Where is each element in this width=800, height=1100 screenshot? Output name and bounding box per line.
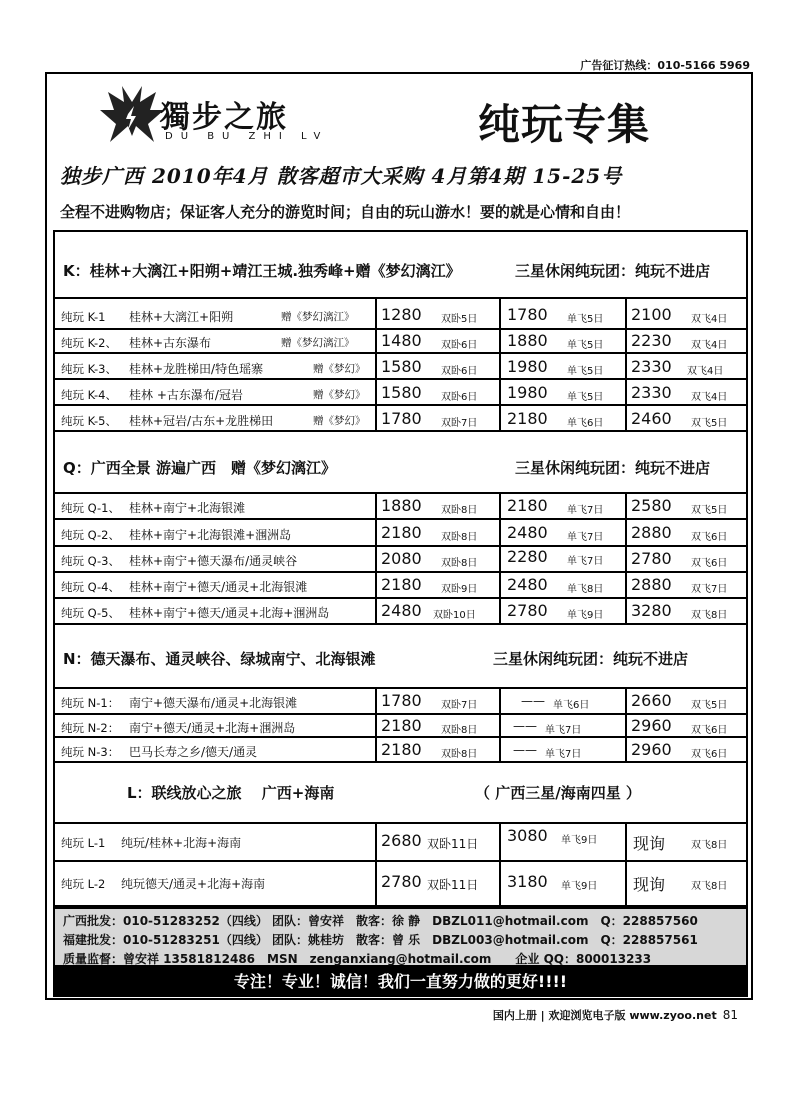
tour-route: 桂林+南宁+北海银滩 xyxy=(129,501,246,515)
ad-hotline: 广告征订热线：010-5166 5969 xyxy=(580,59,750,72)
price-sleeper: 1780 xyxy=(381,409,422,428)
price-single-fly: 2280 xyxy=(507,547,548,566)
price-single-fly: 2180 xyxy=(507,409,548,428)
section-l-tag: （ 广西三星/海南四星 ） xyxy=(475,784,641,802)
section-l-title: L：联线放心之旅 广西+海南 xyxy=(127,784,335,802)
unit-single-fly: 单飞6日 xyxy=(553,700,590,711)
page-heading: 纯玩专集 xyxy=(478,100,651,149)
price-double-fly: 2100 xyxy=(631,305,672,324)
price-sleeper: 2780 xyxy=(381,872,422,891)
tour-code: 纯玩 L-2 xyxy=(61,877,106,891)
price-sleeper: 2480 xyxy=(381,601,422,620)
tour-route: 桂林+南宁+德天瀑布/通灵峡谷 xyxy=(129,554,298,568)
unit-sleeper: 双卧7日 xyxy=(441,700,478,711)
price-single-fly: —— xyxy=(521,694,545,708)
unit-sleeper: 双卧6日 xyxy=(441,340,478,351)
unit-double-fly: 双飞5日 xyxy=(691,505,728,516)
unit-sleeper: 双卧8日 xyxy=(441,725,478,736)
price-sleeper: 1880 xyxy=(381,496,422,515)
price-double-fly: 3280 xyxy=(631,601,672,620)
tour-gift: 赠《梦幻漓江》 xyxy=(281,337,355,349)
tour-route: 纯玩德天/通灵+北海+海南 xyxy=(121,877,266,891)
unit-single-fly: 单飞7日 xyxy=(567,532,604,543)
unit-sleeper: 双卧8日 xyxy=(441,749,478,760)
unit-single-fly: 单飞5日 xyxy=(567,340,604,351)
tour-code: 纯玩 L-1 xyxy=(61,836,106,850)
footer-text: 国内上册 | 欢迎浏览电子版 www.zyoo.net xyxy=(492,1009,717,1022)
tour-gift: 赠《梦幻》 xyxy=(313,415,366,427)
price-single-fly: 1980 xyxy=(507,383,548,402)
tour-code: 纯玩 K-4、 xyxy=(61,388,117,402)
unit-sleeper: 双卧8日 xyxy=(441,532,478,543)
tour-route: 桂林+冠岩/古东+龙胜梯田 xyxy=(129,414,274,428)
price-double-fly: 2880 xyxy=(631,523,672,542)
price-sleeper: 1580 xyxy=(381,357,422,376)
tour-code: 纯玩 N-3： xyxy=(61,745,120,759)
price-sleeper: 2080 xyxy=(381,549,422,568)
price-single-fly: 3080 xyxy=(507,826,548,845)
unit-sleeper: 双卧6日 xyxy=(441,366,478,377)
price-single-fly: 2780 xyxy=(507,601,548,620)
unit-single-fly: 单飞9日 xyxy=(561,835,598,846)
contact-guangxi: 广西批发：010-51283252（四线） 团队：曾安祥 散客：徐 静 DBZL011@hotmail.com Q：228857560 xyxy=(63,914,698,928)
price-double-fly: 现询 xyxy=(633,834,666,853)
unit-double-fly: 双飞4日 xyxy=(691,314,728,325)
tour-code: 纯玩 Q-1、 xyxy=(61,501,120,515)
price-double-fly: 2230 xyxy=(631,331,672,350)
tour-route: 巴马长寿之乡/德天/通灵 xyxy=(129,745,258,759)
unit-double-fly: 双飞6日 xyxy=(691,749,728,760)
price-sleeper: 1480 xyxy=(381,331,422,350)
unit-sleeper: 双卧9日 xyxy=(441,584,478,595)
price-double-fly: 2880 xyxy=(631,575,672,594)
tour-code: 纯玩 Q-3、 xyxy=(61,554,120,568)
price-sleeper: 2180 xyxy=(381,740,422,759)
price-double-fly: 2460 xyxy=(631,409,672,428)
unit-sleeper: 双卧11日 xyxy=(427,837,479,851)
tour-gift: 赠《梦幻》 xyxy=(313,363,366,375)
tour-route: 桂林+南宁+德天/通灵+北海银滩 xyxy=(129,580,308,594)
page-number: 81 xyxy=(722,1008,738,1022)
unit-single-fly: 单飞9日 xyxy=(561,881,598,892)
price-single-fly: 1880 xyxy=(507,331,548,350)
price-single-fly: 1980 xyxy=(507,357,548,376)
tour-code: 纯玩 K-3、 xyxy=(61,362,117,376)
unit-double-fly: 双飞7日 xyxy=(691,584,728,595)
unit-sleeper: 双卧11日 xyxy=(427,878,479,892)
price-sleeper: 2180 xyxy=(381,575,422,594)
tour-code: 纯玩 Q-2、 xyxy=(61,528,120,542)
unit-double-fly: 双飞5日 xyxy=(691,418,728,429)
unit-sleeper: 双卧5日 xyxy=(441,314,478,325)
unit-double-fly: 双飞4日 xyxy=(691,392,728,403)
price-double-fly: 现询 xyxy=(633,875,666,894)
issue-subtitle: 独步广西 2010年4月 散客超市大采购 4月第4期 15-25号 xyxy=(60,164,623,188)
tour-code: 纯玩 K-1 xyxy=(61,310,106,324)
unit-single-fly: 单飞7日 xyxy=(545,749,582,760)
price-single-fly: —— xyxy=(513,719,537,733)
price-single-fly: 1780 xyxy=(507,305,548,324)
unit-single-fly: 单飞8日 xyxy=(567,584,604,595)
price-double-fly: 2960 xyxy=(631,740,672,759)
price-sleeper: 1780 xyxy=(381,691,422,710)
unit-single-fly: 单飞7日 xyxy=(567,556,604,567)
price-single-fly: 3180 xyxy=(507,872,548,891)
unit-double-fly: 双飞8日 xyxy=(691,881,728,892)
price-single-fly: 2180 xyxy=(507,496,548,515)
unit-sleeper: 双卧7日 xyxy=(441,418,478,429)
unit-double-fly: 双飞4日 xyxy=(691,340,728,351)
unit-sleeper: 双卧6日 xyxy=(441,392,478,403)
tour-gift: 赠《梦幻》 xyxy=(313,389,366,401)
price-double-fly: 2330 xyxy=(631,383,672,402)
price-double-fly: 2580 xyxy=(631,496,672,515)
tour-code: 纯玩 Q-4、 xyxy=(61,580,120,594)
contact-box xyxy=(53,907,748,967)
unit-single-fly: 单飞9日 xyxy=(567,610,604,621)
price-sleeper: 1580 xyxy=(381,383,422,402)
tour-route: 桂林+大漓江+阳朔 xyxy=(129,310,234,324)
price-double-fly: 2660 xyxy=(631,691,672,710)
section-k-title: K：桂林+大漓江+阳朔+靖江王城.独秀峰+赠《梦幻漓江》 xyxy=(63,262,461,280)
logo-name: 獨步之旅 xyxy=(160,100,288,135)
price-sleeper: 2680 xyxy=(381,831,422,850)
tour-code: 纯玩 N-2： xyxy=(61,721,120,735)
price-double-fly: 2780 xyxy=(631,549,672,568)
tour-route: 桂林+南宁+德天/通灵+北海+涠洲岛 xyxy=(129,606,330,620)
contact-fujian: 福建批发：010-51283251（四线） 团队：姚桂坊 散客：曾 乐 DBZL003@hotmail.com Q：228857561 xyxy=(63,933,698,947)
section-n-tag: 三星休闲纯玩团：纯玩不进店 xyxy=(493,650,689,668)
tagline: 全程不进购物店；保证客人充分的游览时间；自由的玩山游水！要的就是心情和自由！ xyxy=(60,203,631,221)
price-single-fly: 2480 xyxy=(507,575,548,594)
tour-code: 纯玩 N-1： xyxy=(61,696,120,710)
tour-route: 桂林 +古东瀑布/冠岩 xyxy=(129,388,243,402)
unit-double-fly: 双飞4日 xyxy=(687,366,724,377)
unit-sleeper: 双卧8日 xyxy=(441,505,478,516)
contact-quality: 质量监督：曾安祥 13581812486 MSN zenganxiang@hotmail.com 企业 QQ：800013233 xyxy=(63,952,652,966)
tour-route: 桂林+南宁+北海银滩+涠洲岛 xyxy=(129,528,292,542)
unit-single-fly: 单飞6日 xyxy=(567,418,604,429)
price-table xyxy=(53,230,748,907)
logo-subtitle: DU BU ZHI LV xyxy=(165,131,329,142)
unit-sleeper: 双卧10日 xyxy=(433,610,476,621)
unit-sleeper: 双卧8日 xyxy=(441,558,478,569)
slogan-banner: 专注！专业！诚信！我们一直努力做的更好!!!! xyxy=(53,967,748,997)
page-footer xyxy=(493,1007,738,1023)
unit-double-fly: 双飞6日 xyxy=(691,725,728,736)
tour-route: 南宁+德天瀑布/通灵+北海银滩 xyxy=(129,696,298,710)
tour-gift: 赠《梦幻漓江》 xyxy=(281,311,355,323)
unit-double-fly: 双飞8日 xyxy=(691,610,728,621)
unit-single-fly: 单飞7日 xyxy=(567,505,604,516)
unit-double-fly: 双飞5日 xyxy=(691,700,728,711)
unit-double-fly: 双飞6日 xyxy=(691,558,728,569)
price-sleeper: 2180 xyxy=(381,523,422,542)
price-double-fly: 2330 xyxy=(631,357,672,376)
price-double-fly: 2960 xyxy=(631,716,672,735)
tour-route: 桂林+龙胜梯田/特色瑶寨 xyxy=(129,362,264,376)
section-k-tag: 三星休闲纯玩团：纯玩不进店 xyxy=(515,262,711,280)
price-single-fly: —— xyxy=(513,743,537,757)
price-single-fly: 2480 xyxy=(507,523,548,542)
unit-double-fly: 双飞6日 xyxy=(691,532,728,543)
tour-code: 纯玩 K-5、 xyxy=(61,414,117,428)
price-sleeper: 2180 xyxy=(381,716,422,735)
unit-double-fly: 双飞8日 xyxy=(691,840,728,851)
unit-single-fly: 单飞5日 xyxy=(567,366,604,377)
unit-single-fly: 单飞5日 xyxy=(567,392,604,403)
unit-single-fly: 单飞5日 xyxy=(567,314,604,325)
section-q-tag: 三星休闲纯玩团：纯玩不进店 xyxy=(515,459,711,477)
tour-route: 桂林+古东瀑布 xyxy=(129,336,212,350)
section-q-title: Q：广西全景 游遍广西 赠《梦幻漓江》 xyxy=(63,459,336,477)
unit-single-fly: 单飞7日 xyxy=(545,725,582,736)
tour-route: 纯玩/桂林+北海+海南 xyxy=(121,836,242,850)
tour-route: 南宁+德天/通灵+北海+涠洲岛 xyxy=(129,721,296,735)
bat-logo-icon xyxy=(100,84,164,146)
section-n-title: N：德天瀑布、通灵峡谷、绿城南宁、北海银滩 xyxy=(63,650,376,668)
price-sleeper: 1280 xyxy=(381,305,422,324)
tour-code: 纯玩 Q-5、 xyxy=(61,606,120,620)
tour-code: 纯玩 K-2、 xyxy=(61,336,117,350)
